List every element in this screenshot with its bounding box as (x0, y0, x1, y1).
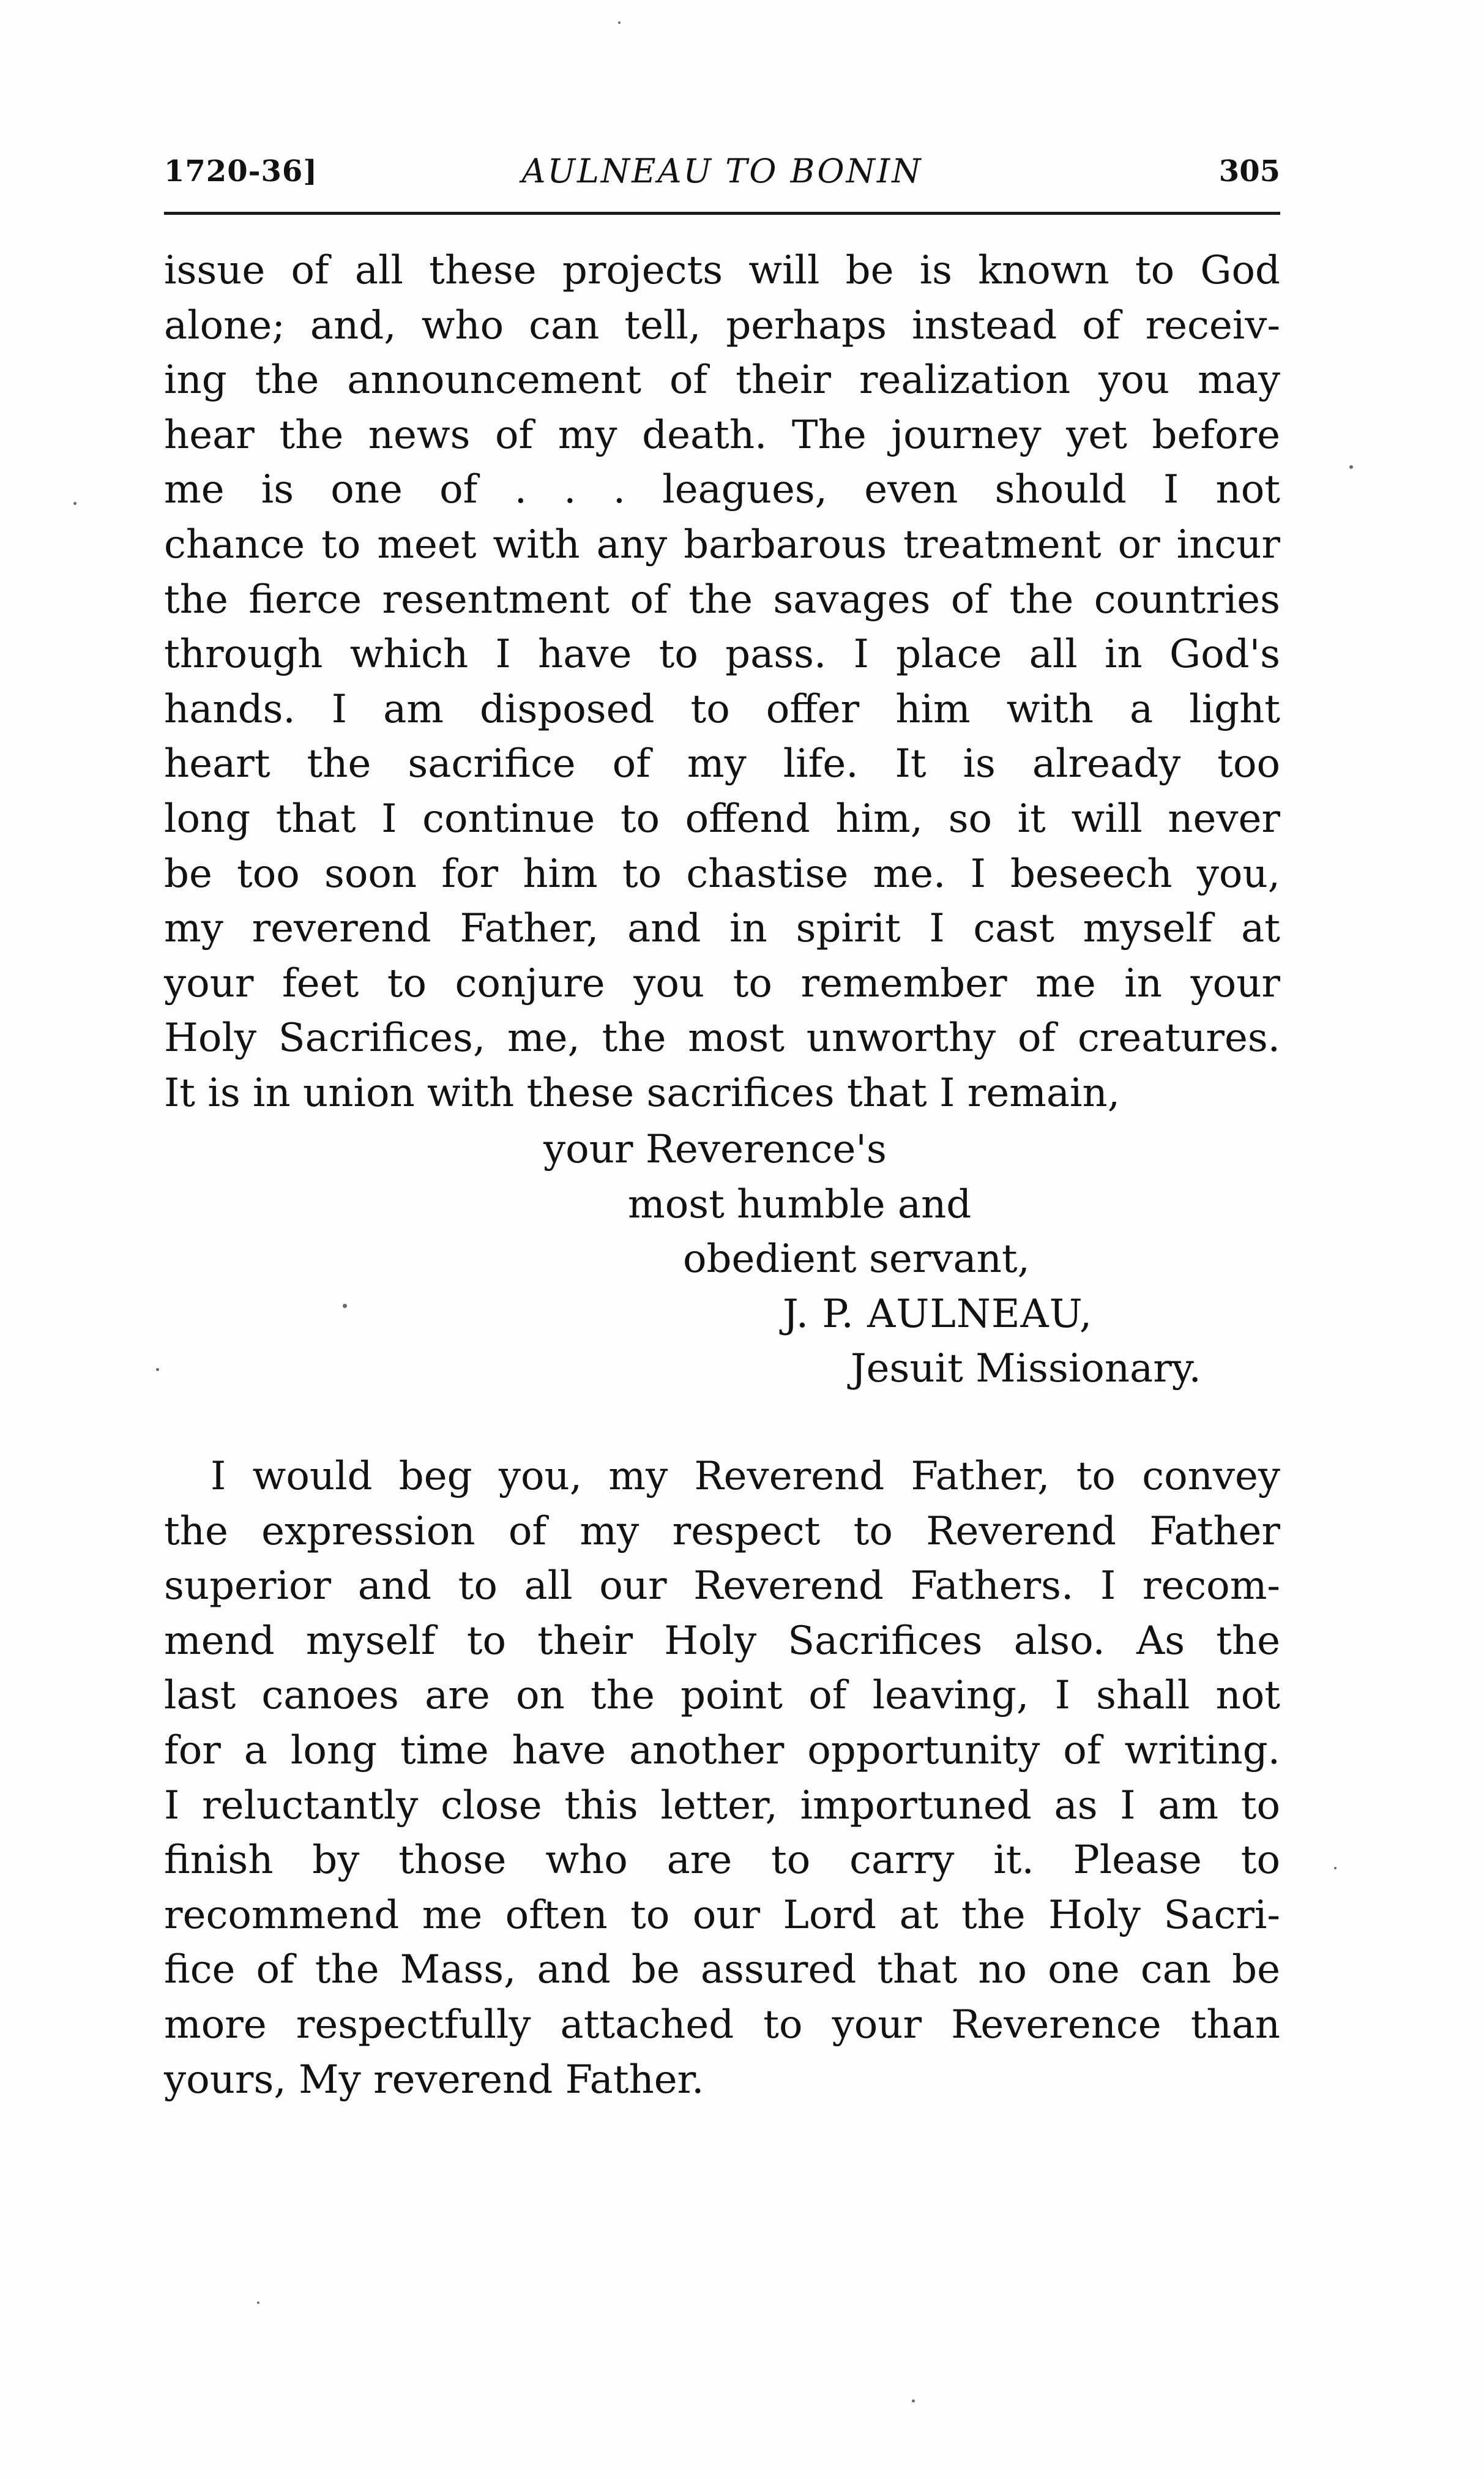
scan-speck (912, 2399, 915, 2402)
scan-speck (1349, 465, 1353, 469)
text-line: through which I have to pass. I place all in God's (164, 632, 1280, 678)
header-title: AULNEAU TO BONIN (521, 152, 923, 190)
signature: J. P. AULNEAU, (783, 1292, 1093, 1337)
text-line: the fierce resentment of the savages of the countries (164, 577, 1280, 623)
running-header (164, 146, 1280, 195)
text-line: more respectfully attached to your Reverence than (164, 2002, 1280, 2047)
text-line: I would beg you, my Reverend Father, to convey (211, 1454, 1280, 1499)
header-date-range: 1720-36] (164, 154, 318, 189)
text-line: recommend me often to our Lord at the Holy Sacri- (164, 1892, 1280, 1938)
text-line: It is in union with these sacrifices that I remain, (164, 1070, 1120, 1116)
scan-speck (257, 2301, 259, 2304)
text-line: me is one of . . . leagues, even should I not (164, 467, 1280, 513)
postscript-paragraph (164, 1449, 1280, 2107)
scan-speck (618, 21, 621, 24)
closing-line-3: obedient servant, (683, 1236, 1030, 1282)
text-line: your feet to conjure you to remember me in your (164, 960, 1280, 1006)
text-line: fice of the Mass, and be assured that no one can be (164, 1947, 1280, 1993)
scan-speck (73, 502, 76, 505)
text-line: heart the sacrifice of my life. It is already too (164, 741, 1280, 787)
text-line: ing the announcement of their realization you may (164, 357, 1280, 403)
text-line: my reverend Father, and in spirit I cast myself at (164, 906, 1280, 952)
text-line: chance to meet with any barbarous treatment or incur (164, 522, 1280, 567)
scan-speck (156, 1368, 159, 1371)
letter-paragraph-1 (164, 244, 1280, 1121)
text-line: mend myself to their Holy Sacrifices also. As the (164, 1618, 1280, 1664)
text-line: the expression of my respect to Reverend Father (164, 1508, 1280, 1554)
text-line: for a long time have another opportunity of writing. (164, 1727, 1280, 1773)
text-line: hear the news of my death. The journey yet before (164, 412, 1280, 458)
closing-line-2: most humble and (628, 1182, 972, 1227)
signature-title: Jesuit Missionary. (851, 1346, 1201, 1391)
scan-speck (343, 1304, 347, 1308)
text-line: be too soon for him to chastise me. I beseech you, (164, 851, 1280, 897)
text-line: I reluctantly close this letter, importuned as I am to (164, 1782, 1280, 1828)
text-line: last canoes are on the point of leaving, I shall not (164, 1673, 1280, 1719)
page-number: 305 (1218, 154, 1280, 189)
header-rule (164, 212, 1280, 215)
text-line: issue of all these projects will be is known to God (164, 248, 1280, 293)
text-line: Holy Sacrifices, me, the most unworthy of creatures. (164, 1015, 1280, 1061)
scan-speck (1334, 1867, 1337, 1869)
text-line: long that I continue to offend him, so it will never (164, 796, 1280, 842)
text-line: alone; and, who can tell, perhaps instead of receiv- (164, 302, 1280, 348)
text-line: superior and to all our Reverend Fathers. I recom- (164, 1563, 1280, 1609)
text-line: hands. I am disposed to offer him with a light (164, 686, 1280, 732)
text-line: finish by those who are to carry it. Please to (164, 1838, 1280, 1883)
closing-line-1: your Reverence's (543, 1127, 887, 1172)
text-line: yours, My reverend Father. (164, 2057, 704, 2103)
